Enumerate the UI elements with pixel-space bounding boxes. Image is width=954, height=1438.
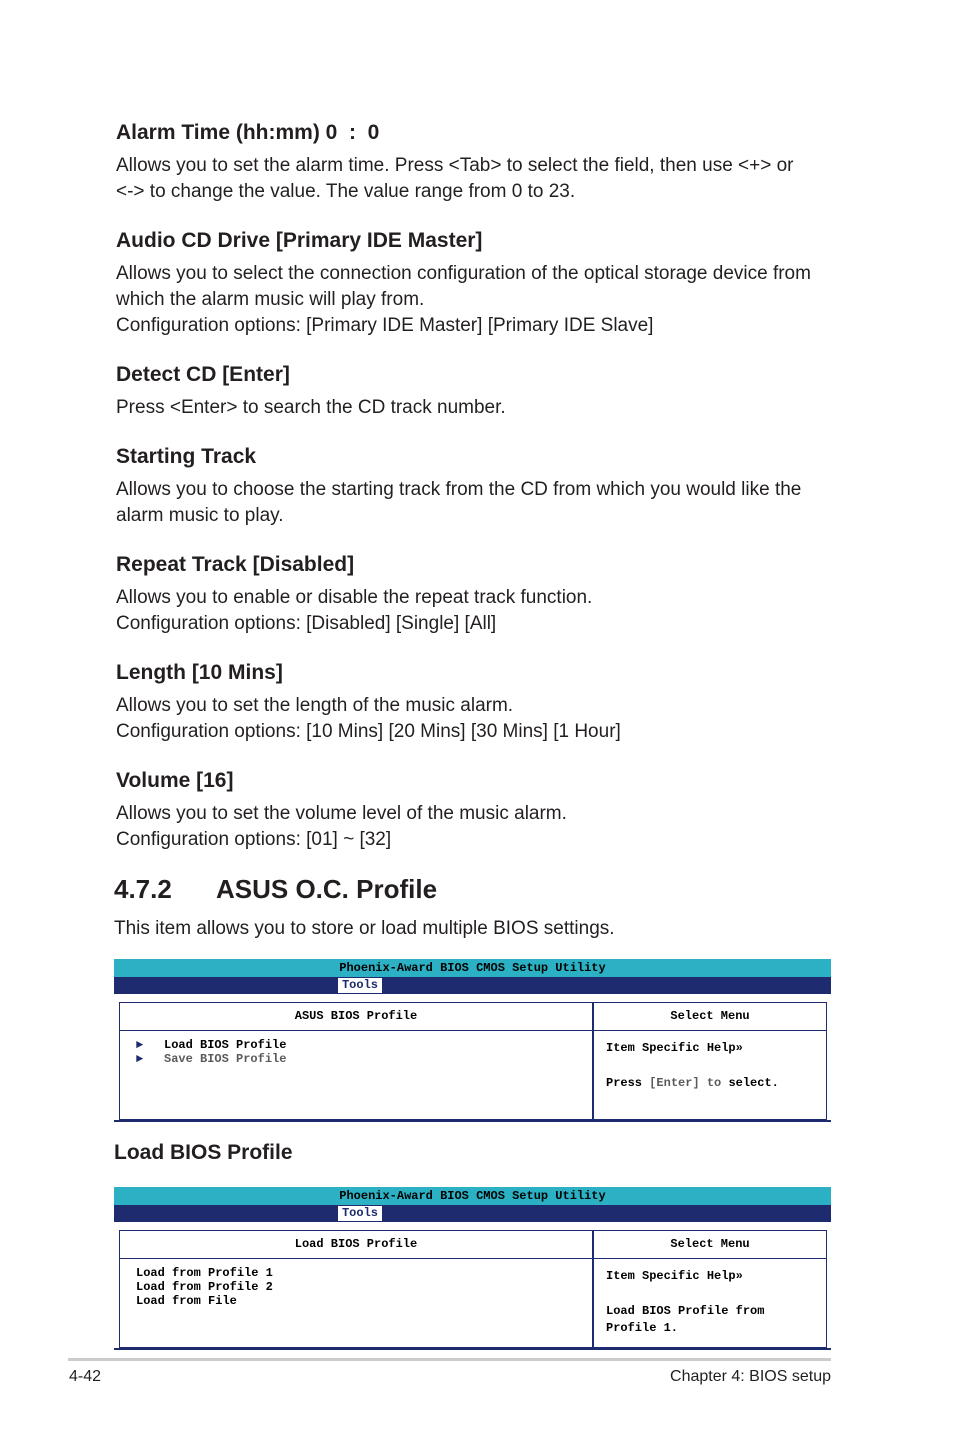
menu-item-save-bios-profile[interactable] bbox=[136, 1052, 592, 1066]
footer-divider bbox=[68, 1358, 831, 1361]
body-line: which the alarm music will play from. bbox=[116, 289, 425, 310]
bios-menu-bar bbox=[114, 977, 831, 994]
bios-screen-asus-profile bbox=[114, 959, 831, 1124]
menu-item-load-from-file[interactable]: Load from File bbox=[136, 1294, 237, 1308]
help-panel bbox=[594, 1259, 826, 1337]
pane-header: Load BIOS Profile bbox=[120, 1231, 592, 1259]
section-audio-cd-drive bbox=[116, 228, 836, 339]
help-word: Press bbox=[606, 1076, 643, 1090]
bios-right-pane bbox=[593, 1230, 827, 1348]
body bbox=[116, 693, 836, 745]
menu-item-load-profile-1[interactable]: Load from Profile 1 bbox=[136, 1266, 273, 1280]
menu-item-label: Load BIOS Profile bbox=[164, 1038, 287, 1052]
section-number: 4.7.2 bbox=[114, 874, 172, 904]
heading: Volume [16] bbox=[116, 769, 234, 792]
heading: Alarm Time (hh:mm) 0 : 0 bbox=[116, 121, 380, 144]
menu-item-load-bios-profile[interactable] bbox=[136, 1038, 592, 1052]
bios-frame bbox=[114, 994, 831, 1122]
section-length bbox=[116, 660, 836, 745]
heading: Repeat Track [Disabled] bbox=[116, 553, 355, 576]
menu-list bbox=[120, 1259, 592, 1308]
body bbox=[116, 585, 836, 637]
heading: Audio CD Drive [Primary IDE Master] bbox=[116, 229, 483, 252]
help-word: to bbox=[706, 1076, 722, 1090]
pane-header: Select Menu bbox=[594, 1003, 826, 1031]
bios-screen-load-profile bbox=[114, 1187, 831, 1352]
bios-title-bar: Phoenix-Award BIOS CMOS Setup Utility bbox=[114, 959, 831, 977]
body bbox=[116, 261, 836, 339]
bios-right-pane bbox=[593, 1002, 827, 1120]
heading: Length [10 Mins] bbox=[116, 661, 283, 684]
bios-frame bbox=[114, 1222, 831, 1350]
section-detect-cd bbox=[116, 362, 836, 421]
body-line: Allows you to set the volume level of the music alarm. bbox=[116, 803, 567, 824]
bios-left-pane bbox=[119, 1002, 593, 1120]
help-title: Item Specific Help bbox=[606, 1269, 736, 1283]
subheading-load-bios-profile: Load BIOS Profile bbox=[114, 1141, 293, 1164]
body-line: Configuration options: [01] ~ [32] bbox=[116, 829, 392, 850]
body bbox=[116, 153, 836, 205]
heading: Starting Track bbox=[116, 445, 257, 468]
triangle-right-icon: ► bbox=[136, 1052, 144, 1066]
body-line: <-> to change the value. The value range from 0 to 23. bbox=[116, 181, 576, 202]
section-alarm-time bbox=[116, 120, 836, 205]
section-intro: This item allows you to store or load multiple BIOS settings. bbox=[114, 918, 615, 939]
menu-list bbox=[120, 1031, 592, 1066]
bios-menu-bar bbox=[114, 1205, 831, 1222]
bios-title-bar: Phoenix-Award BIOS CMOS Setup Utility bbox=[114, 1187, 831, 1205]
bios-left-pane bbox=[119, 1230, 593, 1348]
help-text bbox=[606, 1075, 826, 1092]
double-chevron-right-icon: » bbox=[735, 1269, 743, 1283]
pane-header: ASUS BIOS Profile bbox=[120, 1003, 592, 1031]
double-chevron-right-icon: » bbox=[735, 1041, 743, 1055]
body-line: Configuration options: [Primary IDE Master] [Primary IDE Slave] bbox=[116, 315, 654, 336]
help-word: select. bbox=[728, 1076, 779, 1090]
triangle-right-icon: ► bbox=[136, 1038, 144, 1052]
body bbox=[116, 477, 836, 529]
body-line: alarm music to play. bbox=[116, 505, 284, 526]
page-number: 4-42 bbox=[69, 1368, 102, 1385]
menu-item-load-profile-2[interactable]: Load from Profile 2 bbox=[136, 1280, 273, 1294]
tab-tools[interactable]: Tools bbox=[338, 1206, 382, 1221]
body-line: Allows you to set the length of the music alarm. bbox=[116, 695, 514, 716]
heading: Detect CD [Enter] bbox=[116, 363, 290, 386]
section-starting-track bbox=[116, 444, 836, 529]
section-repeat-track bbox=[116, 552, 836, 637]
body-line: Allows you to enable or disable the repeat track function. bbox=[116, 587, 593, 608]
help-text: Load BIOS Profile from bbox=[606, 1304, 765, 1318]
pane-header: Select Menu bbox=[594, 1231, 826, 1259]
menu-item-label: Save BIOS Profile bbox=[164, 1052, 287, 1066]
body bbox=[116, 801, 836, 853]
body-line: Allows you to choose the starting track from the CD from which you would like the bbox=[116, 479, 802, 500]
body-line: Configuration options: [10 Mins] [20 Mins] [30 Mins] [1 Hour] bbox=[116, 721, 621, 742]
chapter-label: Chapter 4: BIOS setup bbox=[670, 1368, 831, 1385]
section-title: ASUS O.C. Profile bbox=[216, 874, 438, 904]
body-line: Allows you to set the alarm time. Press <Tab> to select the field, then use <+> or bbox=[116, 155, 794, 176]
body bbox=[116, 395, 836, 421]
body-line: Allows you to select the connection configuration of the optical storage device from bbox=[116, 263, 811, 284]
help-key: [Enter] bbox=[649, 1076, 700, 1090]
help-text: Profile 1. bbox=[606, 1321, 679, 1335]
body-line: Configuration options: [Disabled] [Single] [All] bbox=[116, 613, 497, 634]
help-panel bbox=[594, 1031, 826, 1092]
tab-tools[interactable]: Tools bbox=[338, 978, 382, 993]
section-volume bbox=[116, 768, 836, 853]
help-title: Item Specific Help bbox=[606, 1041, 736, 1055]
section-title-472 bbox=[114, 874, 437, 905]
body-line: Press <Enter> to search the CD track number. bbox=[116, 397, 506, 418]
